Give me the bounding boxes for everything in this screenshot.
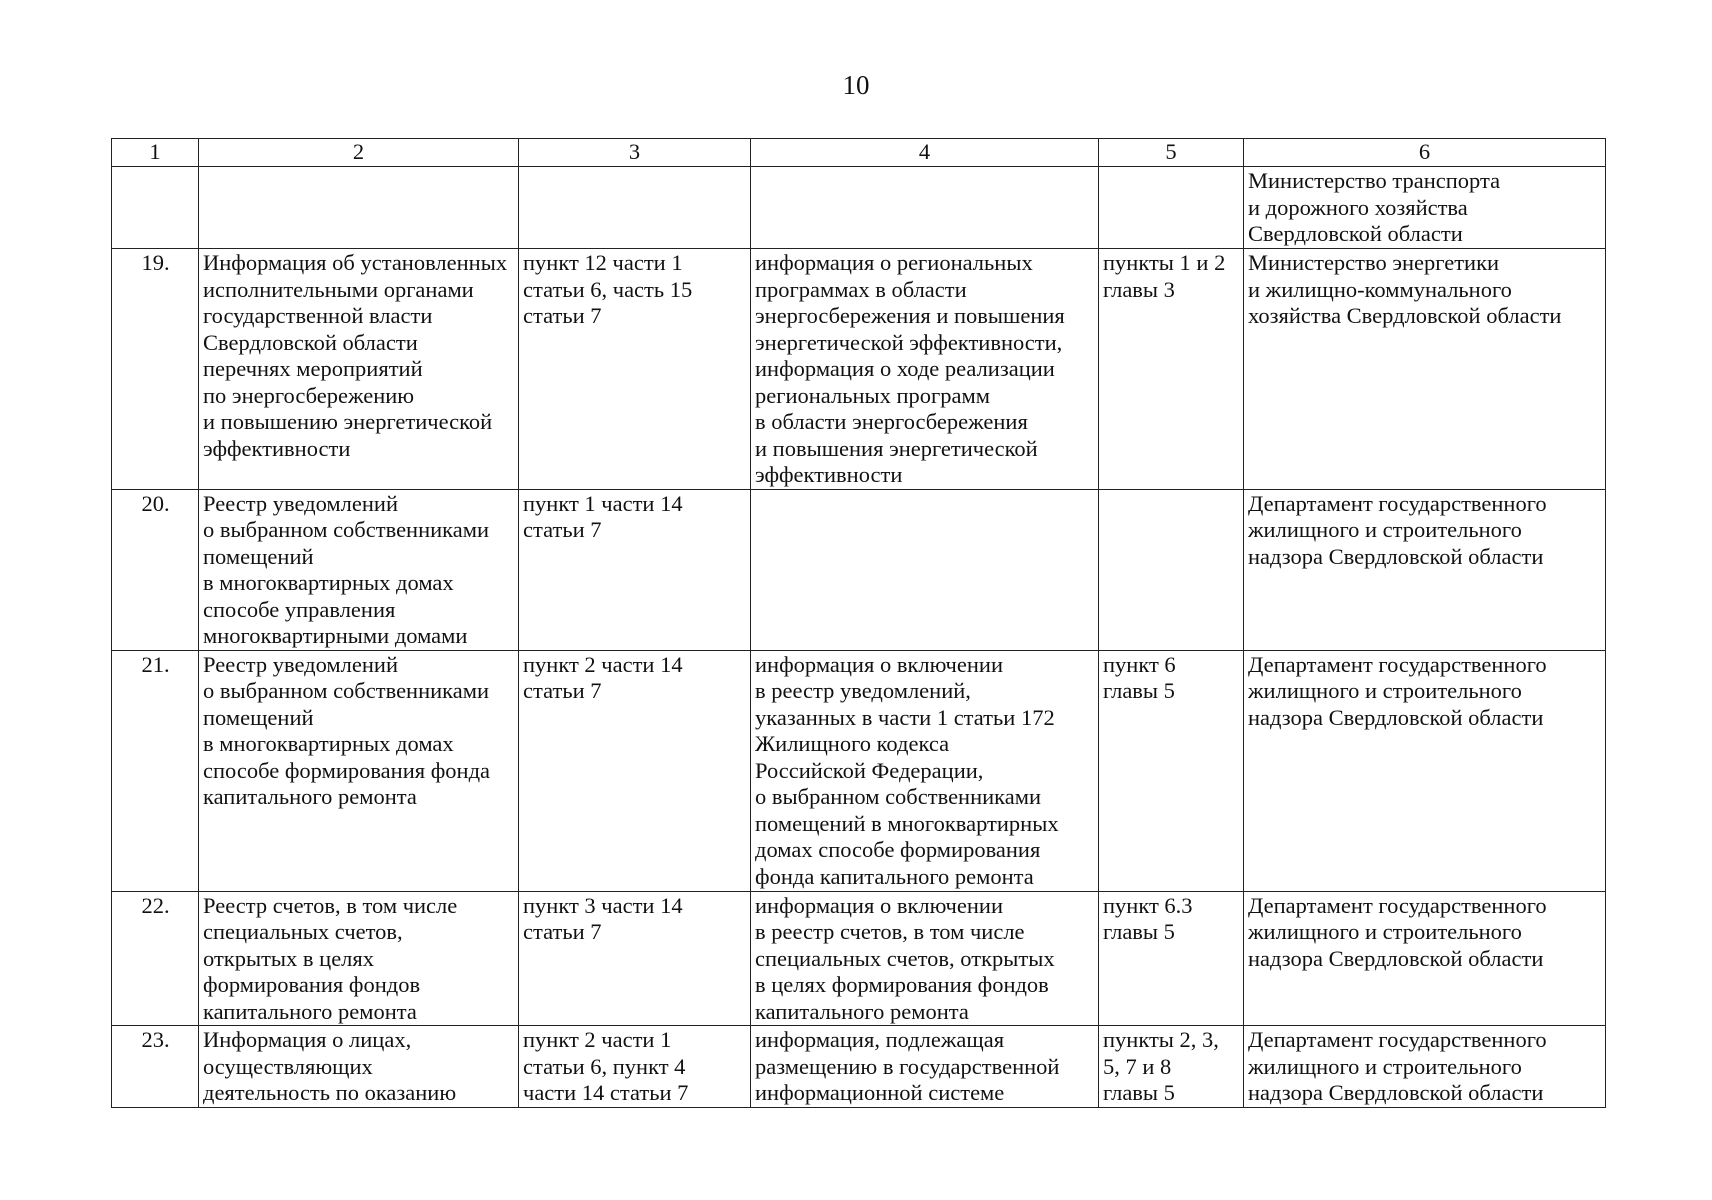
page-number: 10 <box>842 70 870 100</box>
row-number: 23. <box>112 1026 199 1108</box>
row-basis: пункт 1 части 14 статьи 7 <box>519 489 751 650</box>
table-row <box>112 167 1606 249</box>
row-chapter: пункт 6 главы 5 <box>1099 650 1244 891</box>
header-cell: 2 <box>199 139 519 167</box>
table-row <box>112 650 1606 891</box>
header-cell: 4 <box>751 139 1099 167</box>
row-chapter: пункты 2, 3, 5, 7 и 8 главы 5 <box>1099 1026 1244 1108</box>
row-name <box>199 167 519 249</box>
table-row <box>112 1026 1606 1108</box>
row-basis: пункт 3 части 14 статьи 7 <box>519 891 751 1026</box>
row-number: 21. <box>112 650 199 891</box>
row-info: информация о включении в реестр уведомлений, указанных в части 1 статьи 172 Жилищного кодекса Российской Федерации, о выбранном собственниками помещений в многоквартирных домах способе формирования фонда капитального ремонта <box>751 650 1099 891</box>
row-responsible: Департамент государственного жилищного и строительного надзора Свердловской области <box>1244 489 1606 650</box>
row-number: 19. <box>112 249 199 490</box>
row-name: Реестр счетов, в том числе специальных счетов, открытых в целях формирования фондов капитального ремонта <box>199 891 519 1026</box>
table-row <box>112 891 1606 1026</box>
row-number <box>112 167 199 249</box>
header-cell: 1 <box>112 139 199 167</box>
document-table <box>111 138 1606 1108</box>
row-info <box>751 489 1099 650</box>
row-responsible: Департамент государственного жилищного и строительного надзора Свердловской области <box>1244 650 1606 891</box>
row-responsible: Министерство энергетики и жилищно-коммунального хозяйства Свердловской области <box>1244 249 1606 490</box>
row-chapter <box>1099 489 1244 650</box>
row-number: 20. <box>112 489 199 650</box>
row-basis: пункт 2 части 1 статьи 6, пункт 4 части 14 статьи 7 <box>519 1026 751 1108</box>
row-responsible: Министерство транспорта и дорожного хозяйства Свердловской области <box>1244 167 1606 249</box>
row-info: информация о региональных программах в области энергосбережения и повышения энергетической эффективности, информация о ходе реализации региональных программ в области энергосбережения и повышения энергетической эффективности <box>751 249 1099 490</box>
row-basis: пункт 2 части 14 статьи 7 <box>519 650 751 891</box>
row-basis <box>519 167 751 249</box>
table-header-row <box>112 139 1606 167</box>
table-row <box>112 489 1606 650</box>
table-row <box>112 249 1606 490</box>
row-info: информация о включении в реестр счетов, в том числе специальных счетов, открытых в целях формирования фондов капитального ремонта <box>751 891 1099 1026</box>
row-responsible: Департамент государственного жилищного и строительного надзора Свердловской области <box>1244 1026 1606 1108</box>
row-name: Реестр уведомлений о выбранном собственниками помещений в многоквартирных домах способе формирования фонда капитального ремонта <box>199 650 519 891</box>
row-basis: пункт 12 части 1 статьи 6, часть 15 статьи 7 <box>519 249 751 490</box>
row-name: Информация о лицах, осуществляющих деятельность по оказанию <box>199 1026 519 1108</box>
row-info: информация, подлежащая размещению в государственной информационной системе <box>751 1026 1099 1108</box>
row-chapter <box>1099 167 1244 249</box>
row-number: 22. <box>112 891 199 1026</box>
row-chapter: пункты 1 и 2 главы 3 <box>1099 249 1244 490</box>
row-chapter: пункт 6.3 главы 5 <box>1099 891 1244 1026</box>
row-name: Информация об установленных исполнительными органами государственной власти Свердловской области перечнях мероприятий по энергосбережению и повышению энергетической эффективности <box>199 249 519 490</box>
row-name: Реестр уведомлений о выбранном собственниками помещений в многоквартирных домах способе управления многоквартирными домами <box>199 489 519 650</box>
row-responsible: Департамент государственного жилищного и строительного надзора Свердловской области <box>1244 891 1606 1026</box>
header-cell: 3 <box>519 139 751 167</box>
header-cell: 6 <box>1244 139 1606 167</box>
header-cell: 5 <box>1099 139 1244 167</box>
row-info <box>751 167 1099 249</box>
